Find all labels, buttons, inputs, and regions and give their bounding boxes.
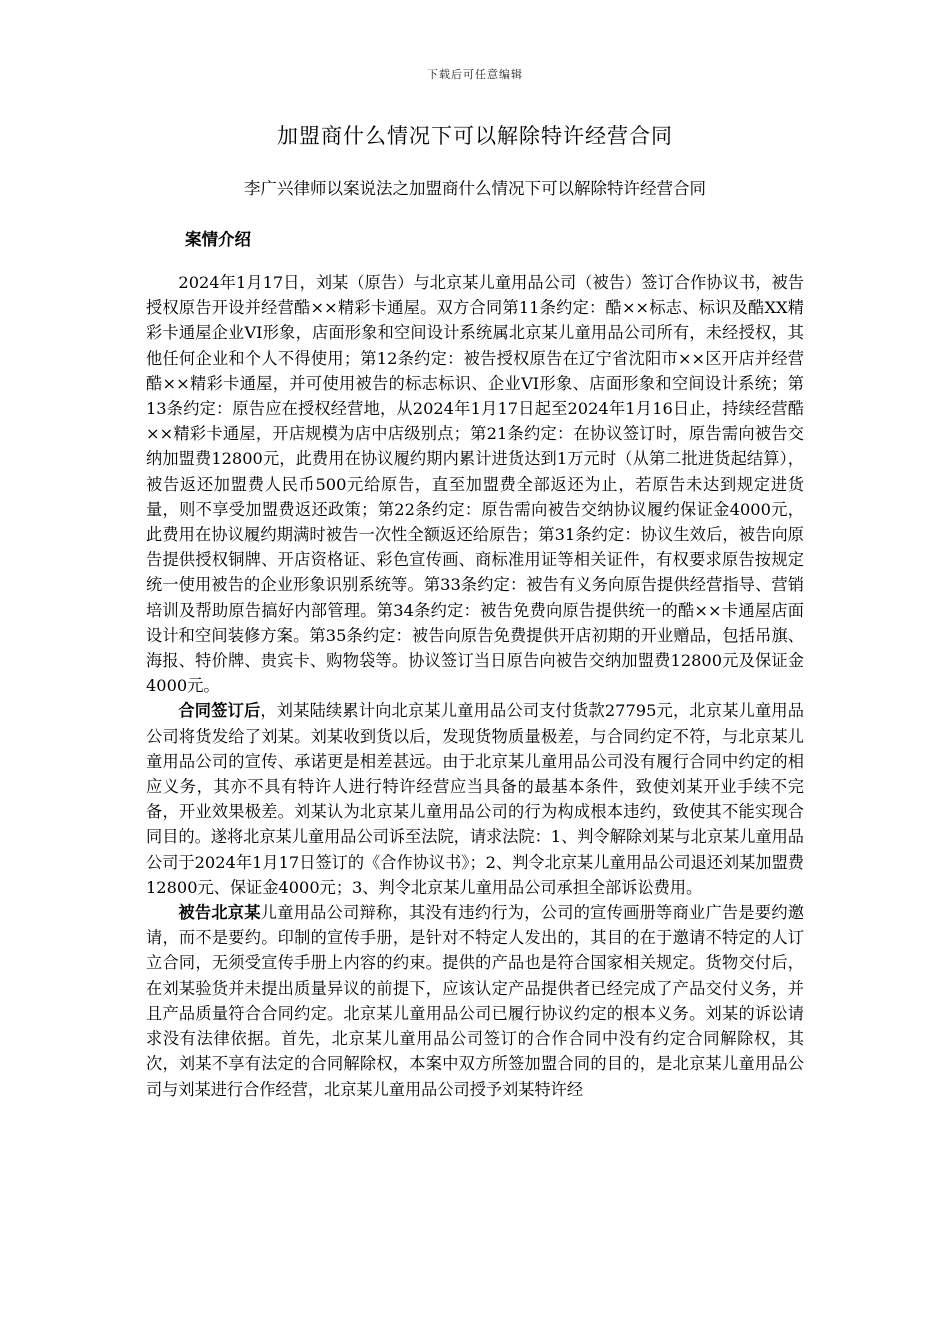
header-note: 下载后可任意编辑	[427, 68, 523, 81]
paragraph-text: ，刘某陆续累计向北京某儿童用品公司支付货款27795元，北京某儿童用品公司将货发给了刘某。刘某收到货以后，发现货物质量极差，与合同约定不符，与北京某儿童用品公司的宣传、承诺更是相差甚远。由于北京某儿童用品公司没有履行合同中约定的相应义务，其亦不具有特许人进行特许经营应当具备的最基本条件，致使刘某开业手续不完备，开业效果极差。刘某认为北京某儿童用品公司的行为构成根本违约，致使其不能实现合同目的。遂将北京某儿童用品公司诉至法院，请求法院：1、判令解除刘某与北京某儿童用品公司于2024年1月17日签订的《合作协议书》；2、判令北京某儿童用品公司退还刘某加盟费12800元、保证金4000元；3、判令北京某儿童用品公司承担全部诉讼费用。	[146, 701, 804, 897]
paragraph-lead: 合同签订后	[178, 701, 261, 721]
document-title: 加盟商什么情况下可以解除特许经营合同	[277, 124, 673, 148]
paragraph	[146, 270, 804, 698]
paragraph	[146, 698, 804, 900]
section-heading: 案情介绍	[185, 230, 251, 249]
document-subtitle: 李广兴律师以案说法之加盟商什么情况下可以解除特许经营合同	[244, 179, 706, 198]
paragraph	[146, 900, 804, 1102]
paragraph-text: 儿童用品公司辩称，其没有违约行为，公司的宣传画册等商业广告是要约邀请，而不是要约。印制的宣传手册，是针对不特定人发出的，其目的在于邀请不特定的人订立合同，无须受宣传手册上内容的约束。提供的产品也是符合国家相关规定。货物交付后，在刘某验货并未提出质量异议的前提下，应该认定产品提供者已经完成了产品交付义务，并且产品质量符合合同约定。北京某儿童用品公司已履行协议约定的根本义务。刘某的诉讼请求没有法律依据。首先，北京某儿童用品公司签订的合作合同中没有约定合同解除权，其次，刘某不享有法定的合同解除权，本案中双方所签加盟合同的目的，是北京某儿童用品公司与刘某进行合作经营，北京某儿童用品公司授予刘某特许经	[146, 903, 805, 1099]
paragraph-lead: 被告北京某	[178, 903, 261, 923]
paragraph-text: 2024年1月17日，刘某（原告）与北京某儿童用品公司（被告）签订合作协议书，被告授权原告开设并经营酷××精彩卡通屋。双方合同第11条约定：酷××标志、标识及酷XX精彩卡通屋企业VI形象，店面形象和空间设计系统属北京某儿童用品公司所有，未经授权，其他任何企业和个人不得使用；第12条约定：被告授权原告在辽宁省沈阳市××区开店并经营酷××精彩卡通屋，并可使用被告的标志标识、企业VI形象、店面形象和空间设计系统；第13条约定：原告应在授权经营地，从2024年1月17日起至2024年1月16日止，持续经营酷××精彩卡通屋，开店规模为店中店级别点；第21条约定：在协议签订时，原告需向被告交纳加盟费12800元，此费用在协议履约期内累计进货达到1万元时（从第二批进货起结算），被告返还加盟费人民币500元给原告，直至加盟费全部返还为止，若原告未达到规定进货量，则不享受加盟费返还政策；第22条约定：原告需向被告交纳协议履约保证金4000元，此费用在协议履约期满时被告一次性全额返还给原告；第31条约定：协议生效后，被告向原告提供授权铜牌、开店资格证、彩色宣传画、商标准用证等相关证件，有权要求原告按规定统一使用被告的企业形象识别系统等。第33条约定：被告有义务向原告提供经营指导、营销培训及帮助原告搞好内部管理。第34条约定：被告免费向原告提供统一的酷××卡通屋店面设计和空间装修方案。第35条约定：被告向原告免费提供开店初期的开业赠品，包括吊旗、海报、特价牌、贵宾卡、购物袋等。协议签订当日原告向被告交纳加盟费12800元及保证金4000元。	[146, 273, 804, 696]
body-text	[146, 270, 804, 1102]
